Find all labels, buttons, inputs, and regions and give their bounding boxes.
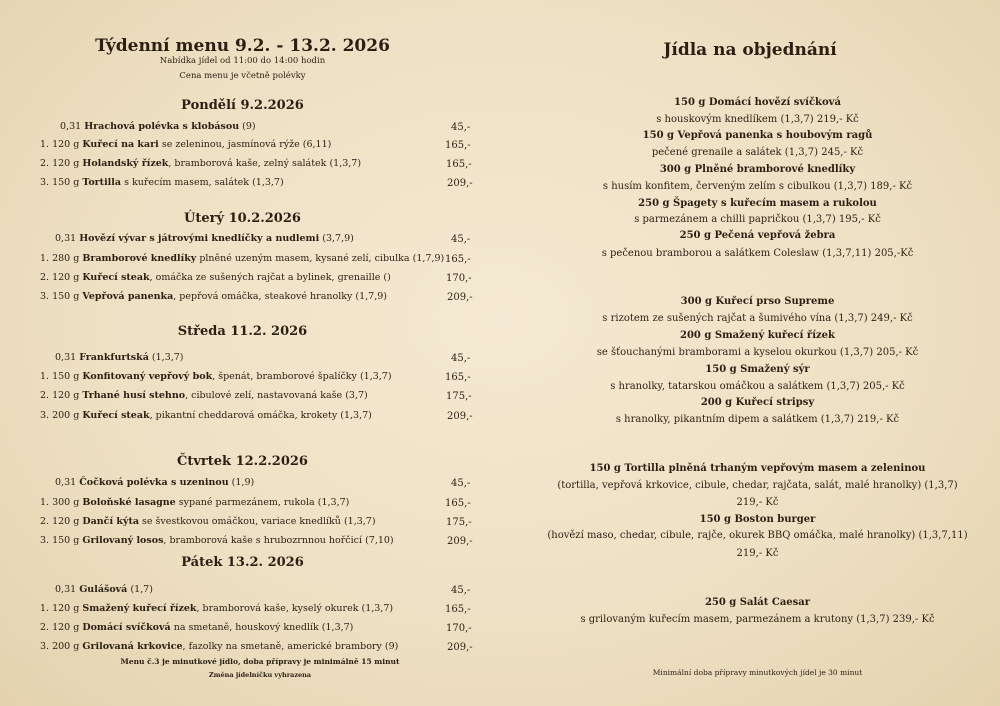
- item-description: se švestkovou omáčkou, variace knedlíků: [139, 516, 341, 527]
- order-item-title: 250 g Pečená vepřová žebra: [679, 230, 836, 241]
- order-item-detail: [500, 181, 1000, 192]
- item-allergens: (1,3,7): [340, 410, 372, 421]
- order-item-text: (tortilla, vepřová krkovice, cibule, chedar, rajčata, salát, malé hranolky) (1,3,7): [557, 480, 958, 491]
- item-quantity: 3. 200 g: [40, 410, 80, 421]
- order-item-detail: [500, 214, 1000, 225]
- item-price: 165,-: [445, 498, 471, 509]
- item-name: Grilovaný losos: [82, 535, 164, 546]
- item-quantity: 1. 300 g: [40, 497, 80, 508]
- item-name: Frankfurtská: [79, 352, 149, 363]
- menu-item: [40, 410, 372, 421]
- item-allergens: (9): [242, 121, 256, 132]
- order-item-name: [500, 198, 1000, 209]
- item-price: 209,-: [447, 411, 473, 422]
- item-price: 45,-: [451, 353, 471, 364]
- menu-item: [40, 535, 394, 546]
- order-item-name: [500, 230, 1000, 241]
- order-item-text: s rizotem ze sušených rajčat a šumivého vína (1,3,7) 249,- Kč: [602, 313, 913, 324]
- item-description: , špenát, bramborové špalíčky: [212, 371, 357, 382]
- item-price: 165,-: [445, 604, 471, 615]
- price-note: Cena menu je včetně polévky: [179, 71, 306, 81]
- day-heading: Pátek 13.2. 2026: [181, 555, 304, 570]
- footnote-change: Změna jídelníčku vyhrazena: [208, 671, 312, 679]
- item-allergens: (3,7,9): [322, 233, 354, 244]
- order-item-name: [500, 597, 1000, 608]
- order-item-name: [500, 330, 1000, 341]
- menu-item: [55, 584, 153, 595]
- item-quantity: 3. 150 g: [40, 535, 80, 546]
- item-price: 45,-: [451, 478, 471, 489]
- item-quantity: 3. 200 g: [40, 641, 80, 652]
- order-item-text: s hranolky, pikantním dipem a salátkem (1,3,7) 219,- Kč: [615, 414, 900, 425]
- item-quantity: 0,31: [60, 121, 82, 132]
- order-item-name: [500, 130, 1000, 141]
- order-item-title: 300 g Kuřecí prso Supreme: [680, 296, 835, 307]
- item-description: s kuřecím masem, salátek: [121, 177, 250, 188]
- order-item-detail: [500, 114, 1000, 125]
- order-item-title: 250 g Salát Caesar: [704, 597, 811, 608]
- order-item-name: [500, 364, 1000, 375]
- item-allergens: (1,3,7): [317, 497, 350, 508]
- order-item-name: [500, 397, 1000, 408]
- item-name: Hovězí vývar s játrovými knedlíčky a nudlemi: [79, 233, 320, 244]
- item-allergens: (1,3,7): [361, 603, 394, 614]
- item-name: Dančí kýta: [82, 516, 140, 527]
- item-allergens: (3,7): [345, 390, 368, 401]
- item-quantity: 1. 150 g: [40, 371, 80, 382]
- day-heading: Čtvrtek 12.2.2026: [177, 454, 308, 469]
- order-item-detail: [500, 414, 1000, 425]
- item-quantity: 0,31: [55, 584, 77, 595]
- order-item-name: [500, 514, 1000, 525]
- item-name: Kuřecí steak: [82, 410, 150, 421]
- order-item-detail: [500, 248, 1000, 259]
- order-item-detail: [500, 497, 1000, 508]
- item-name: Bramborové knedlíky: [82, 253, 197, 264]
- menu-item: [40, 390, 368, 401]
- order-item-text: 219,- Kč: [736, 548, 779, 559]
- item-allergens: (7,10): [365, 535, 394, 546]
- item-name: Kuřecí na kari: [82, 139, 159, 150]
- item-price: 209,-: [447, 642, 473, 653]
- menu-item: [40, 139, 331, 150]
- order-item-name: [500, 296, 1000, 307]
- order-item-name: [500, 164, 1000, 175]
- item-price: 165,-: [445, 140, 471, 151]
- order-item-text: s parmezánem a chilli papričkou (1,3,7) 195,- Kč: [634, 214, 881, 225]
- item-description: se zeleninou, jasmínová rýže: [158, 139, 300, 150]
- order-item-detail: [500, 530, 1000, 541]
- item-description: na smetaně, houskový knedlík: [170, 622, 319, 633]
- menu-item: [40, 603, 393, 614]
- item-price: 209,-: [447, 536, 473, 547]
- day-heading: Pondělí 9.2.2026: [181, 98, 304, 113]
- item-allergens: (): [383, 272, 391, 283]
- item-name: Domácí svíčková: [82, 622, 171, 633]
- order-item-title: 150 g Vepřová panenka s houbovým ragů: [642, 130, 873, 141]
- item-quantity: 0,31: [55, 352, 77, 363]
- menu-item: [40, 177, 284, 188]
- item-description: , fazolky na smetaně, americké brambory: [182, 641, 382, 652]
- item-name: Čočková polévka s uzeninou: [79, 477, 229, 488]
- item-description: , cibulové zelí, nastavovaná kaše: [185, 390, 343, 401]
- menu-item: [40, 371, 392, 382]
- item-description: , pepřová omáčka, steakové hranolky: [173, 291, 353, 302]
- menu-item: [40, 158, 361, 169]
- order-item-title: 150 g Domácí hovězí svíčková: [674, 97, 841, 108]
- menu-item: [55, 233, 354, 244]
- item-quantity: 2. 120 g: [40, 516, 80, 527]
- item-allergens: (6,11): [302, 139, 332, 150]
- order-item-title: 200 g Kuřecí stripsy: [700, 397, 815, 408]
- item-description: , bramborová kaše, zelný salátek: [168, 158, 327, 169]
- item-name: Holandský řízek: [82, 158, 169, 169]
- item-allergens: (1,3,7): [359, 371, 392, 382]
- item-price: 45,-: [451, 585, 471, 596]
- item-allergens: (1,9): [231, 477, 255, 488]
- order-item-detail: [500, 548, 1000, 559]
- item-description: , omáčka ze sušených rajčat a bylinek, grenaille: [149, 272, 381, 283]
- order-item-name: [500, 97, 1000, 108]
- serving-hours: Nabídka jídel od 11:00 do 14:00 hodin: [159, 56, 326, 66]
- item-price: 170,-: [446, 273, 472, 284]
- item-quantity: 1. 120 g: [40, 603, 80, 614]
- item-price: 175,-: [446, 517, 472, 528]
- order-item-title: 250 g Špagety s kuřecím masem a rukolou: [638, 198, 877, 209]
- item-name: Konfitovaný vepřový bok: [82, 371, 213, 382]
- item-allergens: (1,3,7): [252, 177, 284, 188]
- item-name: Grilovaná krkovice: [82, 641, 183, 652]
- order-item-detail: [500, 347, 1000, 358]
- menu-item: [40, 253, 444, 264]
- menu-item: [40, 622, 353, 633]
- menu-item: [55, 477, 254, 488]
- item-price: 170,-: [446, 623, 472, 634]
- item-name: Boloňské lasagne: [82, 497, 176, 508]
- order-item-title: 200 g Smažený kuřecí řízek: [680, 330, 835, 341]
- item-name: Gulášová: [79, 584, 128, 595]
- order-item-detail: [500, 480, 1000, 491]
- item-allergens: (1,3,7): [321, 622, 354, 633]
- item-quantity: 2. 120 g: [40, 272, 80, 283]
- menu-item: [40, 641, 398, 652]
- item-price: 165,-: [445, 254, 471, 265]
- order-item-title: 150 g Boston burger: [699, 514, 816, 525]
- item-quantity: 2. 120 g: [40, 158, 80, 169]
- item-price: 209,-: [447, 178, 473, 189]
- item-description: , pikantní cheddarová omáčka, krokety: [149, 410, 338, 421]
- order-footnote: Minimální doba přípravy minutkových jídel je 30 minut: [652, 668, 863, 677]
- menu-item: [40, 497, 349, 508]
- footnote-preparation: Menu č.3 je minutkové jídlo, doba přípravy je minimálně 15 minut: [120, 657, 400, 666]
- order-item-text: s grilovaným kuřecím masem, parmezánem a krutony (1,3,7) 239,- Kč: [580, 614, 935, 625]
- order-menu-page: [500, 0, 1000, 706]
- item-allergens: (1,3,7): [343, 516, 376, 527]
- item-price: 45,-: [451, 234, 471, 245]
- item-description: , bramborová kaše, kyselý okurek: [196, 603, 359, 614]
- item-allergens: (1,7,9): [412, 253, 445, 264]
- item-price: 165,-: [445, 372, 471, 383]
- item-quantity: 0,31: [55, 233, 77, 244]
- item-quantity: 2. 120 g: [40, 390, 80, 401]
- item-allergens: (1,7,9): [355, 291, 387, 302]
- day-heading: Úterý 10.2.2026: [184, 211, 301, 226]
- order-item-text: 219,- Kč: [736, 497, 779, 508]
- item-name: Smažený kuřecí řízek: [82, 603, 197, 614]
- item-quantity: 0,31: [55, 477, 77, 488]
- order-item-text: s pečenou bramborou a salátkem Coleslaw (1,3,7,11) 205,-Kč: [601, 248, 914, 259]
- menu-item: [55, 352, 184, 363]
- item-quantity: 2. 120 g: [40, 622, 80, 633]
- item-price: 175,-: [446, 391, 472, 402]
- item-allergens: (1,7): [130, 584, 153, 595]
- item-price: 165,-: [446, 159, 472, 170]
- item-quantity: 1. 120 g: [40, 139, 80, 150]
- order-item-detail: [500, 147, 1000, 158]
- day-heading: Středa 11.2. 2026: [177, 324, 308, 339]
- item-allergens: (1,3,7): [151, 352, 184, 363]
- order-item-text: s houskovým knedlíkem (1,3,7) 219,- Kč: [656, 114, 859, 125]
- item-name: Tortilla: [82, 177, 122, 188]
- order-item-detail: [500, 614, 1000, 625]
- order-item-title: 150 g Smažený sýr: [705, 364, 810, 375]
- order-item-text: pečené grenaile a salátek (1,3,7) 245,- Kč: [651, 147, 864, 158]
- weekly-title: Týdenní menu 9.2. - 13.2. 2026: [95, 36, 390, 56]
- item-allergens: (9): [384, 641, 399, 652]
- order-item-text: (hovězí maso, chedar, cibule, rajče, okurek BBQ omáčka, malé hranolky) (1,3,7,11): [547, 530, 968, 541]
- order-item-text: s hranolky, tatarskou omáčkou a salátkem (1,3,7) 205,- Kč: [610, 381, 905, 392]
- item-quantity: 3. 150 g: [40, 291, 80, 302]
- order-item-title: 300 g Plněné bramborové knedlíky: [659, 164, 856, 175]
- item-allergens: (1,3,7): [329, 158, 362, 169]
- item-name: Hrachová polévka s klobásou: [84, 121, 240, 132]
- item-price: 45,-: [451, 122, 471, 133]
- item-description: , bramborová kaše s hrubozrnnou hořčicí: [163, 535, 363, 546]
- menu-item: [40, 272, 391, 283]
- order-item-name: [500, 463, 1000, 474]
- item-description: sypané parmezánem, rukola: [175, 497, 315, 508]
- order-item-detail: [500, 313, 1000, 324]
- item-name: Vepřová panenka: [82, 291, 174, 302]
- menu-item: [40, 516, 376, 527]
- order-item-text: se šťouchanými bramborami a kyselou okurkou (1,3,7) 205,- Kč: [596, 347, 919, 358]
- item-price: 209,-: [447, 292, 473, 303]
- order-item-text: s husím konfitem, červeným zelím s cibulkou (1,3,7) 189,- Kč: [602, 181, 913, 192]
- order-item-detail: [500, 381, 1000, 392]
- item-quantity: 3. 150 g: [40, 177, 80, 188]
- order-title: Jídla na objednání: [663, 40, 837, 60]
- item-name: Kuřecí steak: [82, 272, 150, 283]
- menu-item: [40, 291, 387, 302]
- item-description: plněné uzeným masem, kysané zelí, cibulka: [196, 253, 410, 264]
- item-name: Trhané husí stehno: [82, 390, 186, 401]
- item-quantity: 1. 280 g: [40, 253, 80, 264]
- menu-item: [60, 121, 256, 132]
- order-item-title: 150 g Tortilla plněná trhaným vepřovým masem a zeleninou: [589, 463, 926, 474]
